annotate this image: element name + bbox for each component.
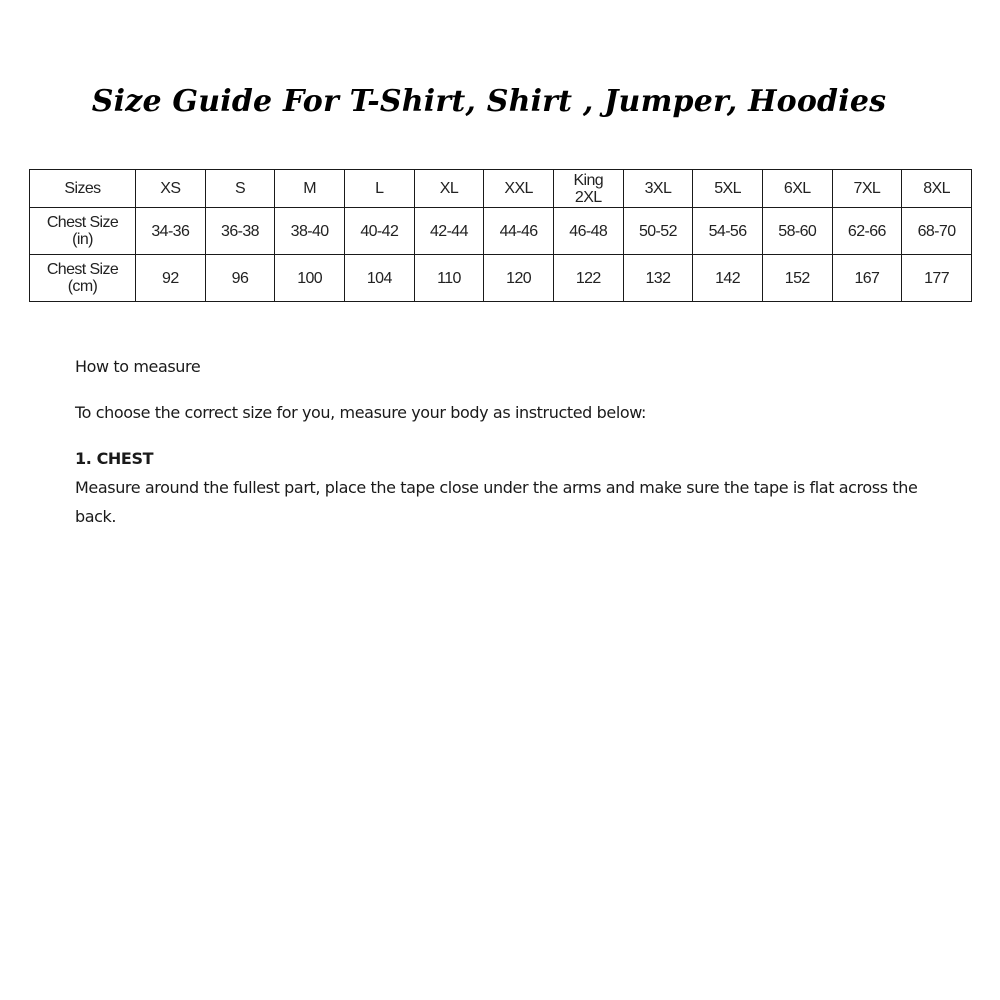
size-cell: M — [275, 170, 345, 208]
chest-cm-cell: 100 — [275, 255, 345, 302]
chest-in-cell: 58-60 — [762, 208, 832, 255]
row-label-chest-in: Chest Size (in) — [30, 208, 136, 255]
chest-cm-cell: 92 — [136, 255, 206, 302]
size-cell: S — [205, 170, 275, 208]
table-row-chest-in — [30, 208, 972, 255]
chest-in-cell: 50-52 — [623, 208, 693, 255]
size-cell: XS — [136, 170, 206, 208]
chest-cm-cell: 177 — [902, 255, 972, 302]
chest-in-cell: 44-46 — [484, 208, 554, 255]
size-cell: 3XL — [623, 170, 693, 208]
chest-in-cell: 46-48 — [553, 208, 623, 255]
chest-cm-cell: 152 — [762, 255, 832, 302]
chest-in-cell: 42-44 — [414, 208, 484, 255]
chest-cm-cell: 167 — [832, 255, 902, 302]
size-cell: 6XL — [762, 170, 832, 208]
size-cell: 8XL — [902, 170, 972, 208]
row-label-chest-cm: Chest Size (cm) — [30, 255, 136, 302]
chest-cm-cell: 120 — [484, 255, 554, 302]
how-to-measure-heading: How to measure — [75, 357, 201, 376]
chest-in-cell: 36-38 — [205, 208, 275, 255]
chest-cm-cell: 96 — [205, 255, 275, 302]
size-cell: XXL — [484, 170, 554, 208]
chest-instructions: Measure around the fullest part, place the tape close under the arms and make sure the tape is flat across the back. — [75, 478, 918, 526]
chest-heading: 1. CHEST — [75, 449, 154, 468]
chest-cm-cell: 104 — [344, 255, 414, 302]
size-cell: King 2XL — [553, 170, 623, 208]
chest-cm-cell: 132 — [623, 255, 693, 302]
page-title: Size Guide For T-Shirt, Shirt , Jumper, Hoodies — [91, 84, 887, 119]
chest-cm-cell: 110 — [414, 255, 484, 302]
chest-in-cell: 62-66 — [832, 208, 902, 255]
table-row-sizes — [30, 170, 972, 208]
chest-in-cell: 54-56 — [693, 208, 763, 255]
chest-in-cell: 68-70 — [902, 208, 972, 255]
instructions-intro: To choose the correct size for you, measure your body as instructed below: — [75, 403, 647, 422]
chest-in-cell: 34-36 — [136, 208, 206, 255]
measure-instructions — [75, 352, 935, 531]
row-label-sizes: Sizes — [30, 170, 136, 208]
size-cell: 7XL — [832, 170, 902, 208]
size-cell: 5XL — [693, 170, 763, 208]
size-cell: XL — [414, 170, 484, 208]
table-row-chest-cm — [30, 255, 972, 302]
size-chart-table — [29, 169, 972, 302]
size-cell: L — [344, 170, 414, 208]
chest-in-cell: 38-40 — [275, 208, 345, 255]
chest-in-cell: 40-42 — [344, 208, 414, 255]
chest-cm-cell: 122 — [553, 255, 623, 302]
chest-cm-cell: 142 — [693, 255, 763, 302]
